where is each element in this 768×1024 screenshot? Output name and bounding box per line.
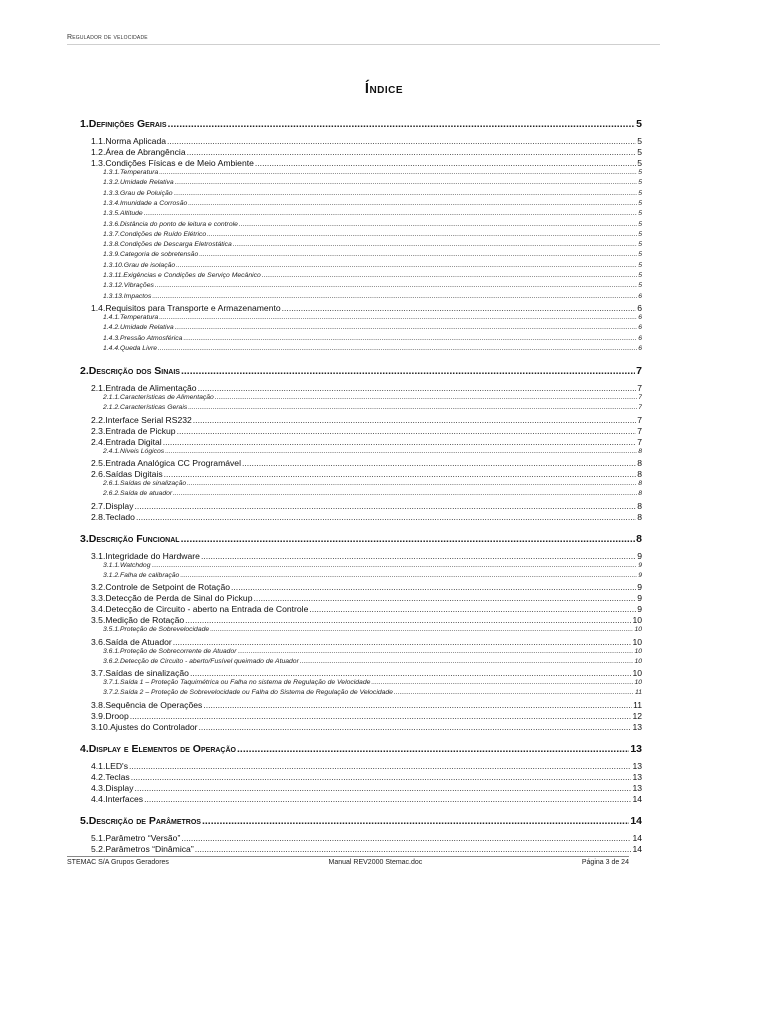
toc-entry-title: 3.7.1.Saída 1 – Proteção Taquimétrica ou Falha no sistema de Regulação de Velocidade: [103, 679, 371, 687]
toc-dot-leader: [188, 404, 637, 411]
toc-entry[interactable]: [91, 637, 642, 648]
toc-entry[interactable]: [103, 335, 642, 344]
toc-entry[interactable]: [103, 324, 642, 333]
toc-dot-leader: [394, 689, 634, 696]
toc-entry[interactable]: [103, 448, 642, 457]
toc-dot-leader: [181, 365, 635, 377]
toc-entry-title: 1.3.1.Temperatura: [103, 169, 159, 176]
toc-dot-leader: [253, 593, 636, 603]
toc-entry-page: 6: [638, 324, 642, 332]
toc-entry-title: 3.3.Detecção de Perda de Sinal do Pickup: [91, 593, 253, 604]
toc-entry-page: 5: [638, 230, 642, 238]
toc-entry[interactable]: [103, 190, 642, 199]
toc-entry-title: 1.Definições Gerais: [80, 118, 167, 130]
toc-entry-title: 2.4.Entrada Digital: [91, 436, 162, 447]
toc-entry-title: 2.1.2.Características Gerais: [103, 404, 188, 412]
toc-entry-title: 1.3.7.Condições de Ruído Elétrico: [103, 230, 207, 238]
toc-entry-page: 8: [636, 532, 642, 545]
toc-entry[interactable]: [91, 711, 642, 722]
toc-entry[interactable]: [91, 437, 642, 448]
toc-entry-title: 2.6.Saídas Digitais: [91, 469, 163, 479]
toc-entry-page: 9: [637, 582, 642, 593]
toc-entry-title: 1.4.Requisitos para Transporte e Armazenamento: [91, 302, 281, 313]
toc-entry-title: 1.3.3.Grau de Poluição: [103, 189, 173, 197]
toc-dot-leader: [135, 501, 637, 511]
toc-dot-leader: [231, 582, 636, 592]
toc-entry[interactable]: [91, 469, 642, 480]
toc-entry[interactable]: [103, 272, 642, 281]
toc-entry-page: 5: [638, 179, 642, 187]
footer-company: STEMAC S/A Grupos Geradores: [67, 859, 169, 866]
toc-entry-title: 2.Descrição dos Sinais: [80, 365, 180, 378]
toc-entry[interactable]: [103, 626, 642, 635]
toc-entry-page: 9: [637, 593, 642, 604]
toc-dot-leader: [152, 562, 638, 569]
toc-entry-page: 8: [638, 480, 642, 487]
toc-dot-leader: [187, 480, 637, 487]
toc-entry-title: 4.1.LED's: [91, 760, 128, 771]
toc-entry-page: 7: [636, 365, 642, 378]
toc-entry[interactable]: [91, 722, 642, 733]
toc-entry[interactable]: [91, 833, 642, 844]
toc-entry-title: 1.3.9.Categoria de sobretensão: [103, 251, 199, 259]
toc-entry-page: 8: [637, 469, 642, 479]
toc-entry-page: 10: [632, 668, 642, 679]
toc-entry-title: 3.6.2.Detecção de Circuito - aberto/Fusível queimado de Atuador: [103, 657, 299, 665]
toc-dot-leader: [168, 118, 636, 130]
toc-dot-leader: [155, 282, 637, 289]
toc-entry-page: 5: [638, 251, 642, 259]
toc-entry[interactable]: [103, 345, 642, 354]
toc-entry-page: 9: [637, 604, 642, 615]
toc-dot-leader: [130, 711, 632, 721]
toc-entry-title: 3.4.Detecção de Circuito - aberto na Entrada de Controle: [91, 604, 309, 615]
toc-entry[interactable]: [91, 761, 642, 772]
toc-dot-leader: [215, 394, 637, 401]
toc-dot-leader: [163, 437, 637, 447]
toc-dot-leader: [164, 469, 637, 479]
toc-entry-title: 3.10.Ajustes do Controlador: [91, 721, 198, 732]
toc-entry-title: 2.6.2.Saída de atuador: [103, 490, 173, 498]
toc-entry-page: 10: [634, 657, 642, 665]
toc-entry-title: 2.1.1.Características de Alimentação: [103, 394, 214, 402]
toc-entry[interactable]: [103, 314, 642, 323]
toc-dot-leader: [202, 815, 629, 827]
toc-entry-title: 3.7.2.Saída 2 – Proteção de Sobrevelocidade ou Falha do Sistema de Regulação de Velocidade: [103, 689, 393, 697]
toc-entry[interactable]: [103, 572, 642, 581]
toc-entry-title: 1.3.6.Distância do ponto de leitura e controle: [103, 220, 238, 228]
toc-entry-title: 2.8.Teclado: [91, 511, 135, 522]
toc-entry[interactable]: [103, 231, 642, 240]
toc-dot-leader: [183, 335, 637, 342]
toc-entry-title: 4.4.Interfaces: [91, 793, 144, 804]
toc-dot-leader: [165, 448, 637, 455]
toc-entry-page: 5: [638, 241, 642, 249]
toc-entry[interactable]: [91, 772, 642, 783]
toc-dot-leader: [177, 426, 637, 436]
toc-entry-page: 5: [638, 169, 642, 176]
toc-entry[interactable]: [80, 118, 642, 132]
toc-entry[interactable]: [91, 147, 642, 158]
toc-entry[interactable]: [91, 783, 642, 794]
toc-entry-title: 5.2.Parâmetros “Dinâmica”: [91, 843, 194, 854]
toc-entry[interactable]: [103, 282, 642, 291]
page-title: Índice: [364, 81, 404, 97]
toc-entry-title: 1.4.1.Temperatura: [103, 313, 159, 321]
toc-entry-title: 3.6.Saída de Atuador: [91, 636, 172, 647]
toc-entry-title: 2.7.Display: [91, 500, 134, 511]
toc-entry-title: 2.5.Entrada Analógica CC Programável: [91, 458, 241, 468]
toc-entry-title: 4.2.Teclas: [91, 771, 130, 782]
toc-dot-leader: [159, 169, 637, 176]
footer-filename: Manual REV2000 Stemac.doc: [328, 859, 423, 866]
toc-dot-leader: [193, 415, 636, 425]
toc-dot-leader: [207, 231, 637, 238]
toc-entry-title: 3.5.1.Proteção de Sobrevelocidade: [103, 626, 210, 634]
toc-dot-leader: [210, 626, 633, 633]
toc-entry-page: 7: [637, 414, 642, 425]
toc-entry-page: 11: [633, 699, 642, 710]
toc-entry-page: 7: [638, 394, 642, 402]
toc-entry-page: 5: [637, 158, 642, 168]
toc-entry[interactable]: [91, 501, 642, 512]
toc-dot-leader: [239, 221, 637, 228]
toc-entry-title: 1.3.5.Altitude: [103, 210, 143, 218]
toc-entry-title: 3.Descrição Funcional: [80, 532, 180, 545]
running-header: Regulador de velocidade: [67, 34, 660, 45]
toc-dot-leader: [282, 303, 637, 313]
toc-entry-title: 1.3.10.Grau de isolação: [103, 261, 176, 269]
toc-entry-title: 1.3.13.Impactos: [103, 292, 152, 300]
toc-entry-page: 9: [638, 561, 642, 569]
toc-entry-page: 10: [632, 615, 642, 626]
toc-dot-leader: [136, 512, 636, 522]
toc-dot-leader: [237, 743, 629, 755]
toc-entry[interactable]: [80, 743, 642, 757]
toc-entry[interactable]: [91, 615, 642, 626]
toc-entry[interactable]: [103, 480, 642, 489]
toc-entry[interactable]: [91, 582, 642, 593]
toc-dot-leader: [135, 783, 632, 793]
toc-entry-title: 1.4.4.Queda Livre: [103, 344, 158, 352]
toc-entry-page: 13: [632, 771, 642, 782]
toc-dot-leader: [371, 679, 633, 686]
toc-entry-page: 5: [637, 147, 642, 157]
toc-entry-page: 11: [634, 689, 642, 697]
toc-entry-title: 2.3.Entrada de Pickup: [91, 425, 176, 436]
toc-dot-leader: [174, 190, 638, 197]
toc-dot-leader: [180, 572, 637, 579]
toc-dot-leader: [144, 794, 631, 804]
toc-entry[interactable]: [103, 179, 642, 188]
toc-entry-page: 14: [630, 814, 642, 827]
toc-entry[interactable]: [91, 844, 642, 855]
toc-dot-leader: [144, 210, 638, 217]
toc-entry-page: 7: [637, 383, 642, 394]
toc-dot-leader: [309, 604, 636, 614]
toc-entry-page: 8: [637, 500, 642, 511]
toc-entry-page: 9: [637, 550, 642, 561]
toc-dot-leader: [185, 615, 631, 625]
toc-entry[interactable]: [80, 533, 642, 547]
toc-entry-title: 4.Display e Elementos de Operação: [80, 742, 236, 755]
toc-entry-page: 6: [638, 334, 642, 342]
toc-entry[interactable]: [103, 404, 642, 413]
toc-entry[interactable]: [80, 365, 642, 379]
toc-entry[interactable]: [103, 221, 642, 230]
toc-entry[interactable]: [91, 593, 642, 604]
toc-entry[interactable]: [103, 689, 642, 698]
page-footer: [67, 856, 629, 866]
toc-entry-page: 8: [637, 458, 642, 468]
toc-entry-page: 14: [632, 843, 642, 854]
toc-entry-page: 13: [632, 782, 642, 793]
toc-entry-page: 12: [632, 710, 642, 721]
toc-entry-title: 2.1.Entrada de Alimentação: [91, 383, 197, 394]
toc-dot-leader: [173, 637, 632, 647]
toc-entry-page: 5: [637, 136, 642, 146]
toc-entry[interactable]: [91, 794, 642, 805]
toc-entry-title: 1.4.3.Pressão Atmosférica: [103, 334, 183, 342]
toc-entry-title: 1.3.8.Condições de Descarga Eletrostática: [103, 241, 232, 249]
toc-dot-leader: [176, 262, 637, 269]
toc-dot-leader: [181, 533, 636, 545]
toc-dot-leader: [300, 658, 634, 665]
toc-dot-leader: [167, 136, 636, 146]
toc-dot-leader: [203, 700, 632, 710]
toc-entry-page: 10: [634, 626, 642, 634]
toc-dot-leader: [175, 179, 638, 186]
toc-entry-page: 5: [638, 220, 642, 228]
toc-entry-page: 8: [638, 490, 642, 498]
toc-entry[interactable]: [91, 551, 642, 562]
toc-dot-leader: [262, 272, 637, 279]
toc-entry-title: 2.4.1.Níveis Lógicos: [103, 447, 165, 455]
toc-entry-page: 6: [637, 302, 642, 313]
toc-entry[interactable]: [103, 251, 642, 260]
toc-entry[interactable]: [103, 169, 642, 178]
toc-entry-page: 10: [634, 647, 642, 655]
toc-dot-leader: [152, 293, 637, 300]
toc-entry[interactable]: [91, 426, 642, 437]
toc-entry-page: 5: [638, 272, 642, 279]
toc-entry-title: 1.3.11.Exigências e Condições de Serviço Mecânico: [103, 272, 261, 279]
toc-entry[interactable]: [103, 394, 642, 403]
toc-entry-title: 3.9.Droop: [91, 710, 129, 721]
toc-entry[interactable]: [80, 815, 642, 829]
toc-entry-page: 14: [632, 832, 642, 843]
toc-entry-page: 14: [632, 793, 642, 804]
toc-dot-leader: [129, 761, 631, 771]
toc-dot-leader: [238, 648, 634, 655]
toc-dot-leader: [198, 383, 637, 393]
toc-entry-title: 2.6.1.Saídas de sinalização: [103, 480, 187, 487]
toc-entry-page: 13: [630, 742, 642, 755]
toc-entry-title: 3.8.Sequência de Operações: [91, 699, 203, 710]
toc-entry-title: 1.3.12.Vibrações: [103, 282, 154, 290]
toc-entry-title: 1.3.Condições Físicas e de Meio Ambiente: [91, 158, 254, 168]
toc-entry[interactable]: [91, 668, 642, 679]
toc-entry-page: 9: [638, 571, 642, 579]
toc-entry[interactable]: [91, 303, 642, 314]
toc-entry-title: 3.1.2.Falha de calibração: [103, 571, 180, 579]
toc-dot-leader: [199, 251, 637, 258]
toc-dot-leader: [255, 158, 636, 168]
toc-entry[interactable]: [103, 648, 642, 657]
toc-entry-page: 8: [638, 447, 642, 455]
toc-entry-page: 5: [636, 118, 642, 130]
toc-entry[interactable]: [103, 658, 642, 667]
toc-entry-page: 6: [638, 344, 642, 352]
toc-entry[interactable]: [91, 158, 642, 169]
toc-entry-title: 1.1.Norma Aplicada: [91, 136, 166, 146]
toc-entry-page: 6: [638, 313, 642, 321]
toc-entry-title: 5.1.Parâmetro “Versão”: [91, 832, 181, 843]
toc-entry-title: 1.3.2.Umidade Relativa: [103, 179, 174, 187]
toc-dot-leader: [242, 458, 636, 468]
toc-entry[interactable]: [91, 604, 642, 615]
toc-dot-leader: [199, 722, 632, 732]
toc-entry-page: 6: [638, 292, 642, 300]
toc-entry-title: 1.2.Área de Abrangência: [91, 147, 186, 157]
toc-entry-page: 10: [634, 679, 642, 687]
toc-entry-page: 5: [638, 199, 642, 207]
toc-dot-leader: [173, 490, 637, 497]
toc-entry-title: 3.7.Saídas de sinalização: [91, 668, 189, 679]
toc-entry-page: 13: [632, 721, 642, 732]
toc-entry[interactable]: [91, 458, 642, 469]
toc-entry[interactable]: [91, 700, 642, 711]
toc-entry[interactable]: [103, 679, 642, 688]
toc-entry[interactable]: [91, 136, 642, 147]
toc-entry-page: 5: [638, 261, 642, 269]
toc-entry[interactable]: [103, 562, 642, 571]
toc-dot-leader: [201, 551, 636, 561]
toc-entry-page: 13: [632, 760, 642, 771]
toc-dot-leader: [181, 833, 631, 843]
toc-dot-leader: [131, 772, 632, 782]
toc-entry[interactable]: [103, 210, 642, 219]
toc-entry-title: 3.1.1.Watchdog: [103, 561, 151, 569]
toc-entry[interactable]: [91, 512, 642, 523]
toc-entry[interactable]: [103, 262, 642, 271]
toc-entry-page: 7: [638, 404, 642, 412]
toc-entry-title: 3.6.1.Proteção de Sobrecorrente de Atuador: [103, 647, 237, 655]
toc-entry-page: 5: [638, 282, 642, 290]
footer-page-number: Página 3 de 24: [581, 859, 629, 866]
toc-entry-page: 5: [638, 210, 642, 218]
toc-entry-title: 3.1.Integridade do Hardware: [91, 550, 200, 561]
toc-entry-title: 1.4.2.Umidade Relativa: [103, 324, 174, 332]
toc-dot-leader: [175, 324, 638, 331]
toc-entry-page: 5: [638, 189, 642, 197]
toc-entry-title: 2.2.Interface Serial RS232: [91, 414, 192, 425]
toc-entry-title: 5.Descrição de Parâmetros: [80, 814, 201, 827]
toc-entry-page: 7: [637, 425, 642, 436]
toc-dot-leader: [233, 241, 637, 248]
toc-entry-title: 3.2.Controle de Setpoint de Rotação: [91, 582, 231, 593]
toc-entry-page: 8: [637, 511, 642, 522]
toc-entry[interactable]: [103, 200, 642, 209]
toc-entry[interactable]: [91, 383, 642, 394]
toc-entry-title: 3.5.Medição de Rotação: [91, 615, 185, 626]
toc-entry-title: 1.3.4.Imunidade a Corrosão: [103, 199, 188, 207]
toc-dot-leader: [159, 314, 637, 321]
toc-entry-page: 10: [632, 636, 642, 647]
toc-entry-title: 4.3.Display: [91, 782, 134, 793]
toc-dot-leader: [195, 844, 632, 854]
toc-entry[interactable]: [103, 293, 642, 302]
toc-dot-leader: [188, 200, 637, 207]
toc-dot-leader: [187, 147, 637, 157]
toc-dot-leader: [190, 668, 631, 678]
toc-entry[interactable]: [103, 241, 642, 250]
toc-entry[interactable]: [103, 490, 642, 499]
toc-entry-page: 7: [637, 436, 642, 447]
toc-dot-leader: [158, 345, 637, 352]
toc-entry[interactable]: [91, 415, 642, 426]
